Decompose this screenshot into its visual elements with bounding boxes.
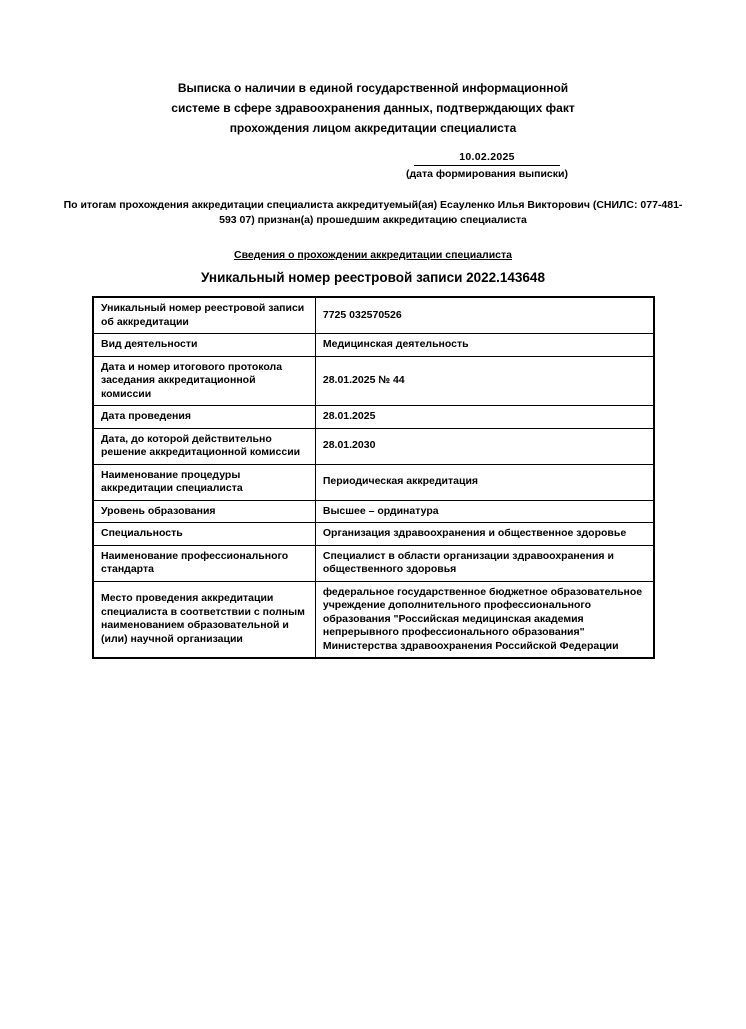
row-label-cell: Дата и номер итогового протокола заседания аккредитационной комиссии <box>93 356 315 406</box>
section-heading: Сведения о прохождении аккредитации специалиста <box>234 249 512 261</box>
row-label-cell: Место проведения аккредитации специалиста в соответствии с полным наименованием образовательной и (или) научной организации <box>93 581 315 658</box>
table-row <box>93 297 654 334</box>
row-label-cell: Наименование профессионального стандарта <box>93 545 315 581</box>
intro-line: 593 07) признан(а) прошедшим аккредитацию специалиста <box>219 213 527 226</box>
row-label-cell: Наименование процедуры аккредитации специалиста <box>93 464 315 500</box>
row-value-cell: Периодическая аккредитация <box>315 464 654 500</box>
document-title-line: системе в сфере здравоохранения данных, подтверждающих факт <box>171 101 575 115</box>
table-row <box>93 581 654 658</box>
table-row <box>93 464 654 500</box>
row-value-cell: 28.01.2025 № 44 <box>315 356 654 406</box>
issue-date-block <box>406 151 568 180</box>
table-row <box>93 356 654 406</box>
row-value-cell: федеральное государственное бюджетное образовательное учреждение дополнительного профессионального образования "Российская медицинская академия непрерывного профессионального образования" Министерства здравоохранения Российской Федерации <box>315 581 654 658</box>
table-row <box>93 523 654 546</box>
issue-date-caption: (дата формирования выписки) <box>406 168 568 180</box>
row-value-cell: Специалист в области организации здравоохранения и общественного здоровья <box>315 545 654 581</box>
intro-line: По итогам прохождения аккредитации специалиста аккредитуемый(ая) Есауленко Илья Викторович (СНИЛС: 077-481- <box>63 199 683 211</box>
table-row <box>93 500 654 523</box>
table-row <box>93 406 654 429</box>
issue-date: 10.02.2025 <box>414 151 560 166</box>
row-label-cell: Дата, до которой действительно решение аккредитационной комиссии <box>93 428 315 464</box>
table-row <box>93 428 654 464</box>
document-title <box>0 78 746 138</box>
row-label-cell: Уникальный номер реестровой записи об аккредитации <box>93 297 315 334</box>
row-label-cell: Вид деятельности <box>93 334 315 357</box>
table-row <box>93 334 654 357</box>
document-title-line: Выписка о наличии в единой государственной информационной <box>177 81 569 95</box>
row-value-cell: 7725 032570526 <box>315 297 654 334</box>
row-value-cell: 28.01.2025 <box>315 406 654 429</box>
row-label-cell: Уровень образования <box>93 500 315 523</box>
row-value-cell: 28.01.2030 <box>315 428 654 464</box>
row-value-cell: Организация здравоохранения и общественное здоровье <box>315 523 654 546</box>
row-value-cell: Медицинская деятельность <box>315 334 654 357</box>
registry-number-heading: Уникальный номер реестровой записи 2022.143648 <box>201 270 545 285</box>
intro-paragraph <box>0 198 746 227</box>
row-label-cell: Специальность <box>93 523 315 546</box>
table-row <box>93 545 654 581</box>
row-label-cell: Дата проведения <box>93 406 315 429</box>
row-value-cell: Высшее – ординатура <box>315 500 654 523</box>
accreditation-table <box>92 296 655 659</box>
document-title-line: прохождения лицом аккредитации специалиста <box>229 121 517 135</box>
